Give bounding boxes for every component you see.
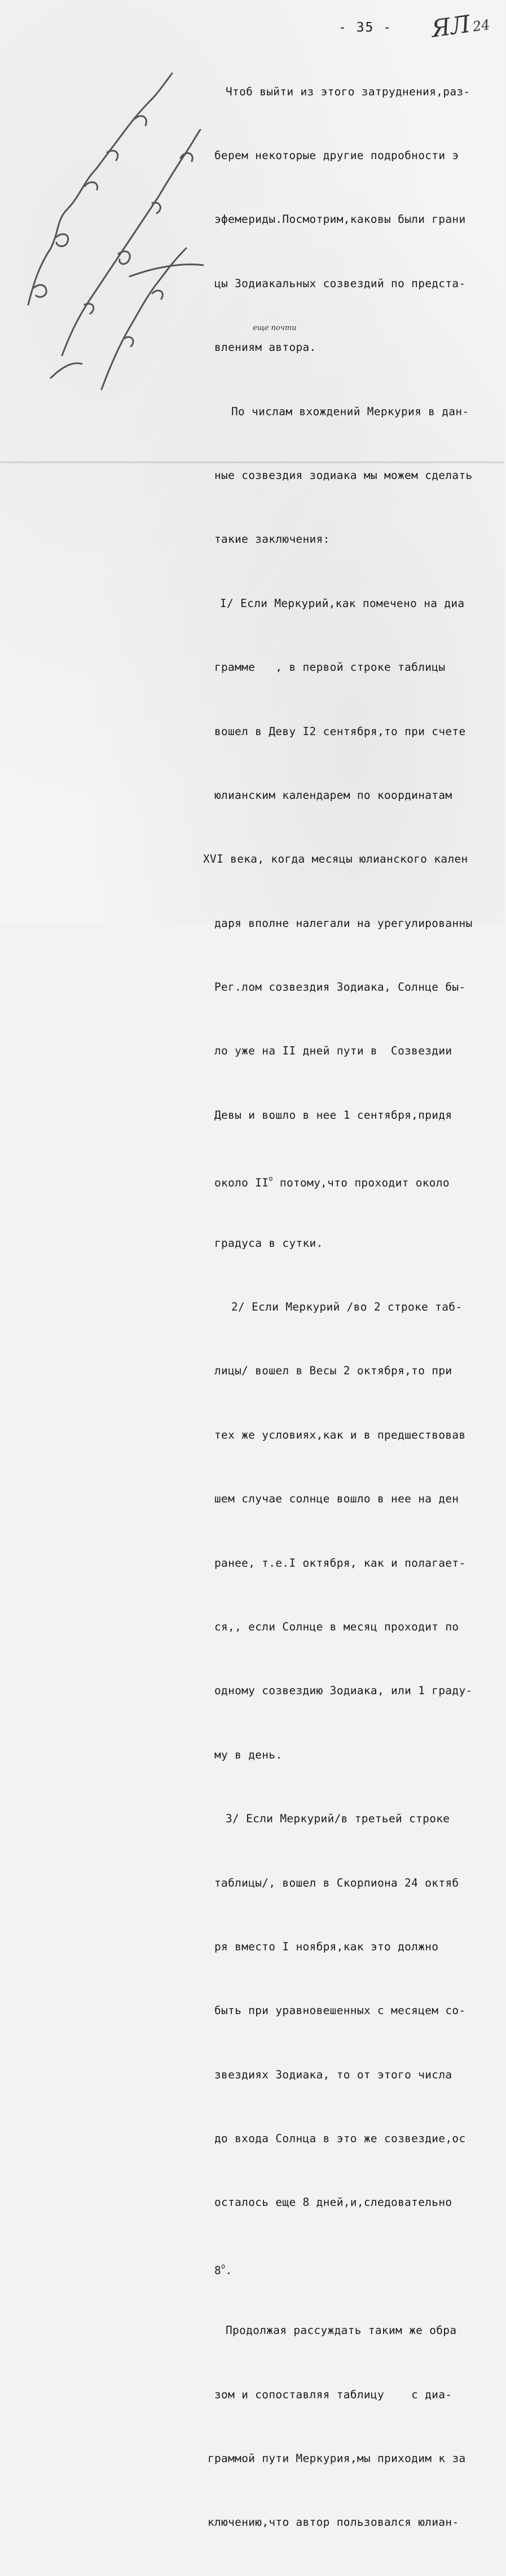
text-line-10: грамме , в первой строке таблицы: [214, 661, 446, 674]
handwriting-scribble: [17, 39, 203, 412]
text-line-26: одному созвездию Зодиака, или 1 граду-: [214, 1684, 473, 1698]
text-line-4: цы Зодиакальных созвездий по предста-: [214, 276, 466, 290]
text-line-2: берем некоторые другие подробности э: [214, 148, 459, 162]
text-line-11: вошел в Деву I2 сентября,то при счете: [214, 724, 466, 738]
degree-sign: о: [269, 1175, 273, 1183]
text-line-7: ные созвездия зодиака мы можем сделать: [214, 468, 473, 482]
text-line-25: ся,, если Солнце в месяц проходит по: [214, 1620, 459, 1633]
interlinear-annotation: еще почти: [253, 324, 297, 332]
text-line-5: влениям автора.: [214, 341, 316, 354]
page-number: - 35 -: [338, 20, 393, 35]
typed-body-text: [203, 38, 504, 2576]
archive-mark-main: ЯЛ: [429, 10, 472, 43]
text-line-35: $8^о$.: [214, 2262, 232, 2277]
text-line-15: Рег.лом созвездия Зодиака, Солнце бы-: [214, 981, 466, 994]
text-line-28: 3/ Если Меркурий/в третьей строке: [226, 1812, 450, 1826]
text-line-14: даря вполне налегали на урегулированны: [214, 916, 473, 930]
text-line-8: такие заключения:: [214, 533, 330, 546]
degree-sign-2: о: [221, 2262, 226, 2270]
text-line-31: быть при уравновешенных с месяцем со-: [214, 2004, 466, 2017]
text-line-36: Продолжая рассуждать таким же обра: [226, 2324, 457, 2337]
text-line-22: тех же условиях,как и в предшествовав: [214, 1428, 466, 1441]
text-line-9: I/ Если Меркурий,как помечено на диа: [220, 596, 465, 610]
text-line-6: По числам вхождений Меркурия в дан-: [231, 405, 469, 418]
text-line-1: Чтоб выйти из этого затруднения,раз-: [226, 85, 470, 98]
text-line-35-value: 8: [214, 2263, 222, 2277]
text-line-17: Девы и вошло в нее 1 сентября,придя: [214, 1108, 452, 1122]
text-line-34: осталось еще 8 дней,и,следовательно: [214, 2196, 452, 2209]
text-line-21: лицы/ вошел в Весы 2 октября,то при: [214, 1364, 452, 1378]
text-line-23: шем случае солнце вошло в нее на ден: [214, 1492, 459, 1506]
text-line-38: граммой пути Меркурия,мы приходим к за: [208, 2452, 466, 2465]
text-line-39: ключению,что автор пользовался юлиан-: [208, 2516, 459, 2529]
text-line-27: му в день.: [214, 1748, 283, 1761]
handwritten-margin-note: [17, 39, 203, 412]
text-line-33: до входа Солнца в это же созвездие,ос: [214, 2132, 466, 2146]
text-line-32: звездиях Зодиака, то от этого числа: [214, 2068, 452, 2081]
text-line-13: XVI века, когда месяцы юлианского кален: [203, 852, 468, 866]
text-line-20: 2/ Если Меркурий /во 2 строке таб-: [231, 1300, 463, 1314]
text-line-19: градуса в сутки.: [214, 1236, 323, 1250]
archive-mark-number: 24: [472, 16, 491, 35]
text-line-18-end: потому,что проходит около: [272, 1176, 450, 1190]
text-line-18-start: около II: [214, 1176, 269, 1190]
text-line-24: ранее, т.е.I октября, как и полагает-: [214, 1556, 466, 1570]
text-line-12: юлианским календарем по координатам: [214, 788, 452, 802]
text-line-18: [214, 1168, 504, 1190]
text-line-29: таблицы/, вошел в Скорпиона 24 октяб: [214, 1876, 459, 1889]
text-line-30: ря вместо I ноября,как это должно: [214, 1940, 439, 1953]
text-line-16: ло уже на II дней пути в Созвездии: [214, 1044, 452, 1058]
text-line-37: зом и сопоставляя таблицу с диа-: [214, 2388, 452, 2401]
text-line-3: эфемериды.Посмотрим,каковы были грани: [214, 213, 466, 226]
